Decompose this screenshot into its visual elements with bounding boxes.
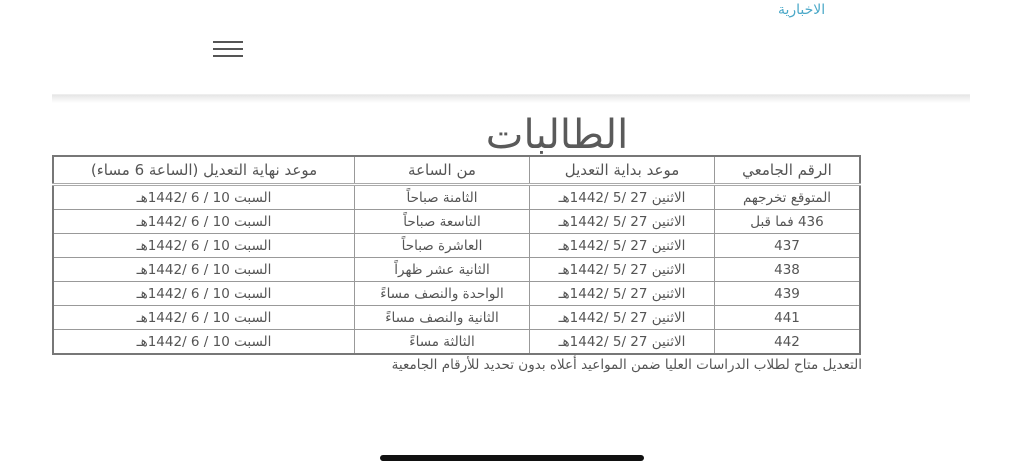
cell-from-time: العاشرة صباحاً — [355, 234, 530, 258]
cell-start-date: الاثنين 27 /5 /1442هـ — [530, 258, 715, 282]
cell-from-time: التاسعة صباحاً — [355, 210, 530, 234]
header-end-date: موعد نهاية التعديل (الساعة 6 مساء) — [53, 156, 355, 185]
cell-student-id: 436 فما قبل — [715, 210, 861, 234]
table-row — [53, 185, 860, 210]
cell-end-date: السبت 10 / 6 /1442هـ — [53, 330, 355, 355]
header-student-id: الرقم الجامعي — [715, 156, 861, 185]
cell-start-date: الاثنين 27 /5 /1442هـ — [530, 330, 715, 355]
cell-student-id: 438 — [715, 258, 861, 282]
cell-end-date: السبت 10 / 6 /1442هـ — [53, 234, 355, 258]
footnote-text: التعديل متاح لطلاب الدراسات العليا ضمن المواعيد أعلاه بدون تحديد للأرقام الجامعية — [391, 357, 862, 373]
menu-bar — [213, 41, 243, 43]
cell-student-id: 441 — [715, 306, 861, 330]
home-indicator[interactable] — [380, 455, 644, 461]
cell-end-date: السبت 10 / 6 /1442هـ — [53, 306, 355, 330]
cell-from-time: الثانية والنصف مساءً — [355, 306, 530, 330]
table-row — [53, 234, 860, 258]
cell-from-time: الثالثة مساءً — [355, 330, 530, 355]
table-row — [53, 258, 860, 282]
header-divider — [52, 94, 970, 103]
table-row — [53, 330, 860, 355]
menu-bar — [213, 55, 243, 57]
cell-start-date: الاثنين 27 /5 /1442هـ — [530, 210, 715, 234]
cell-end-date: السبت 10 / 6 /1442هـ — [53, 185, 355, 210]
cell-start-date: الاثنين 27 /5 /1442هـ — [530, 185, 715, 210]
hamburger-menu-icon[interactable] — [213, 40, 243, 60]
cell-student-id: 442 — [715, 330, 861, 355]
table-row — [53, 306, 860, 330]
table-row — [53, 282, 860, 306]
schedule-table — [52, 155, 861, 355]
cell-student-id: 439 — [715, 282, 861, 306]
cell-student-id: 437 — [715, 234, 861, 258]
cell-end-date: السبت 10 / 6 /1442هـ — [53, 258, 355, 282]
header-start-date: موعد بداية التعديل — [530, 156, 715, 185]
page-title-text: الطالبات — [485, 112, 629, 158]
header-from-time: من الساعة — [355, 156, 530, 185]
menu-bar — [213, 48, 243, 50]
top-news-link[interactable]: الاخبارية — [778, 2, 826, 18]
cell-from-time: الثامنة صباحاً — [355, 185, 530, 210]
cell-start-date: الاثنين 27 /5 /1442هـ — [530, 282, 715, 306]
cell-end-date: السبت 10 / 6 /1442هـ — [53, 282, 355, 306]
cell-from-time: الواحدة والنصف مساءً — [355, 282, 530, 306]
cell-from-time: الثانية عشر ظهراً — [355, 258, 530, 282]
cell-start-date: الاثنين 27 /5 /1442هـ — [530, 234, 715, 258]
table-row — [53, 210, 860, 234]
table-header-row — [53, 156, 860, 185]
cell-start-date: الاثنين 27 /5 /1442هـ — [530, 306, 715, 330]
cell-student-id: المتوقع تخرجهم — [715, 185, 861, 210]
cell-end-date: السبت 10 / 6 /1442هـ — [53, 210, 355, 234]
